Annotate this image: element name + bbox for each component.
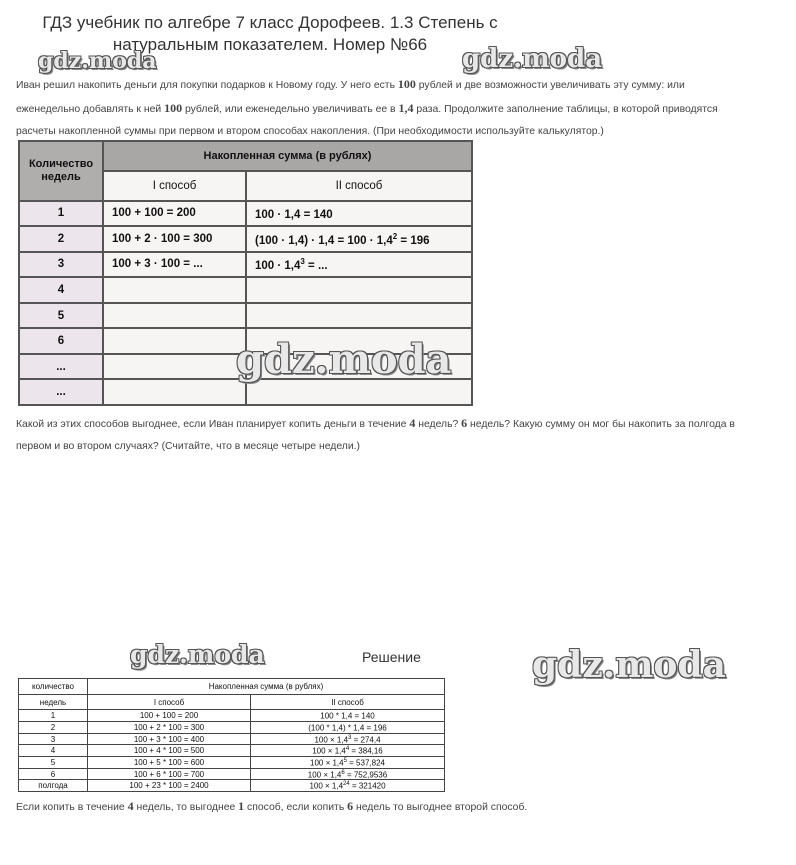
solution_table-method-2-cell: $100 \times 1,4^{24} = 321420$ [251, 780, 445, 792]
solution_table-week-cell: полгода [19, 780, 88, 792]
conclusion-text: Если копить в течение 4 недель, то выгоднее 1 способ, если копить 6 недель то выгоднее второй способ. [16, 799, 528, 813]
question-line-2: первом и во втором случаях? (Считайте, что в месяце четыре недели.) [16, 441, 360, 452]
weeks-header: Количество недель [19, 141, 103, 201]
solution_table-row [19, 710, 445, 722]
scan_table-method-1-cell [103, 379, 246, 405]
problem-line-2: еженедельно добавлять к ней 100 рублей, или еженедельно увеличивать ее в 1,4 раза. Продолжите заполнение таблицы, в которой приводятся [16, 101, 718, 115]
problem-line-3: расчеты накопленной суммы при первом и втором способах накопления. (При необходимости используйте калькулятор.) [16, 126, 604, 137]
solution_table-method-2-cell: $100 \times 1,4^6 = 752,9536$ [251, 768, 445, 780]
scan_table-method-1-cell [103, 328, 246, 354]
scan_table-week-cell: ... [19, 354, 103, 380]
method-2-header: II способ [246, 171, 472, 201]
solution_table-row [19, 757, 445, 769]
scan_table-week-cell: 3 [19, 252, 103, 278]
watermark: gdz.moda [236, 336, 452, 383]
method-1-header: I способ [103, 171, 246, 201]
solution_table-method-1-cell: 100 + 2 * 100 = 300 [88, 722, 251, 734]
solution_table-week-cell: 3 [19, 733, 88, 745]
scan_table-method-1-cell: 100 + 100 = 200 [103, 201, 246, 227]
scan_table-method-2-cell [246, 277, 472, 303]
scan_table-method-1-cell: 100 + 3 · 100 = ... [103, 252, 246, 278]
scan_table-row [19, 252, 472, 278]
solution_table-row [19, 722, 445, 734]
solution-table [18, 678, 445, 792]
solution_table-row [19, 768, 445, 780]
sum-header: Накопленная сумма (в рублях) [103, 141, 472, 171]
solution-heading: Решение [362, 649, 421, 665]
solution_table-method-1-cell: 100 + 3 * 100 = 400 [88, 733, 251, 745]
scan_table-row [19, 303, 472, 329]
scan_table-method-1-cell [103, 303, 246, 329]
solution_table-method-1-cell: 100 + 6 * 100 = 700 [88, 768, 251, 780]
solution_table-method-1-cell: 100 + 100 = 200 [88, 710, 251, 722]
scan_table-week-cell: 2 [19, 226, 103, 252]
solution_table-method-1-cell: 100 + 4 * 100 = 500 [88, 745, 251, 757]
page-title: ГДЗ учебник по алгебре 7 класс Дорофеев. 1.3 Степень с натуральным показателем. Номер №66 [42, 13, 498, 54]
scan_table-week-cell: 4 [19, 277, 103, 303]
solution_table-week-cell: 4 [19, 745, 88, 757]
solution_table-week-cell: 1 [19, 710, 88, 722]
question-text [16, 412, 735, 458]
scan_table-row [19, 277, 472, 303]
solution_table-week-cell: 2 [19, 722, 88, 734]
solution_table-method-2-cell: $100 \times 1,4^4 = 384,16$ [251, 745, 445, 757]
watermark: gdz.moda [462, 44, 603, 74]
scan_table-row [19, 226, 472, 252]
solution_table-method-2-cell: $100 \times 1,4^3 = 274,4$ [251, 733, 445, 745]
scan_table-method-1-cell [103, 354, 246, 380]
scan_table-method-2-cell: $(100 \cdot 1,4) \cdot 1,4 = 100 \cdot 1,4^2 = 196$ [246, 226, 472, 252]
solution_table-row [19, 780, 445, 792]
solution_table-row [19, 733, 445, 745]
solution_table-week-cell: 6 [19, 768, 88, 780]
scan_table-week-cell: ... [19, 379, 103, 405]
scan_table-method-2-cell: 100 · 1,4 = 140 [246, 201, 472, 227]
scan_table-row [19, 201, 472, 227]
solution_table-row [19, 745, 445, 757]
problem-text [16, 73, 718, 143]
watermark: gdz.moda [38, 48, 157, 74]
scan_table-method-2-cell [246, 379, 472, 405]
solution_table-method-1-cell: 100 + 5 * 100 = 600 [88, 757, 251, 769]
scan_table-week-cell: 1 [19, 201, 103, 227]
solution-method-1-header: I способ [88, 694, 251, 710]
scan_table-method-2-cell: $100 \cdot 1,4^3$ = ... [246, 252, 472, 278]
problem-line-1: Иван решил накопить деньги для покупки подарков к Новому году. У него есть 100 рублей и две возможности увеличивать эту сумму: или [16, 77, 685, 91]
scan_table-method-1-cell: 100 + 2 · 100 = 300 [103, 226, 246, 252]
solution_table-week-cell: 5 [19, 757, 88, 769]
watermark: gdz.moda [130, 640, 265, 669]
watermark: gdz.moda [532, 644, 726, 686]
solution-weeks-header-2: недель [19, 694, 88, 710]
scan_table-method-2-cell [246, 303, 472, 329]
solution-method-2-header: II способ [251, 694, 445, 710]
solution_table-method-2-cell: (100 * 1,4) * 1,4 = 196 [251, 722, 445, 734]
scan_table-week-cell: 5 [19, 303, 103, 329]
scan_table-row [19, 379, 472, 405]
solution_table-method-1-cell: 100 + 23 * 100 = 2400 [88, 780, 251, 792]
scan_table-method-1-cell [103, 277, 246, 303]
question-line-1: Какой из этих способов выгоднее, если Иван планирует копить деньги в течение 4 недель? 6 недель? Какую сумму он мог бы накопить за полгода в [16, 416, 735, 430]
solution-sum-header: Накопленная сумма (в рублях) [88, 679, 445, 695]
solution-weeks-header-1: количество [19, 679, 88, 695]
solution_table-method-2-cell: 100 * 1,4 = 140 [251, 710, 445, 722]
solution_table-method-2-cell: $100 \times 1,4^5 = 537,824$ [251, 757, 445, 769]
scan_table-week-cell: 6 [19, 328, 103, 354]
